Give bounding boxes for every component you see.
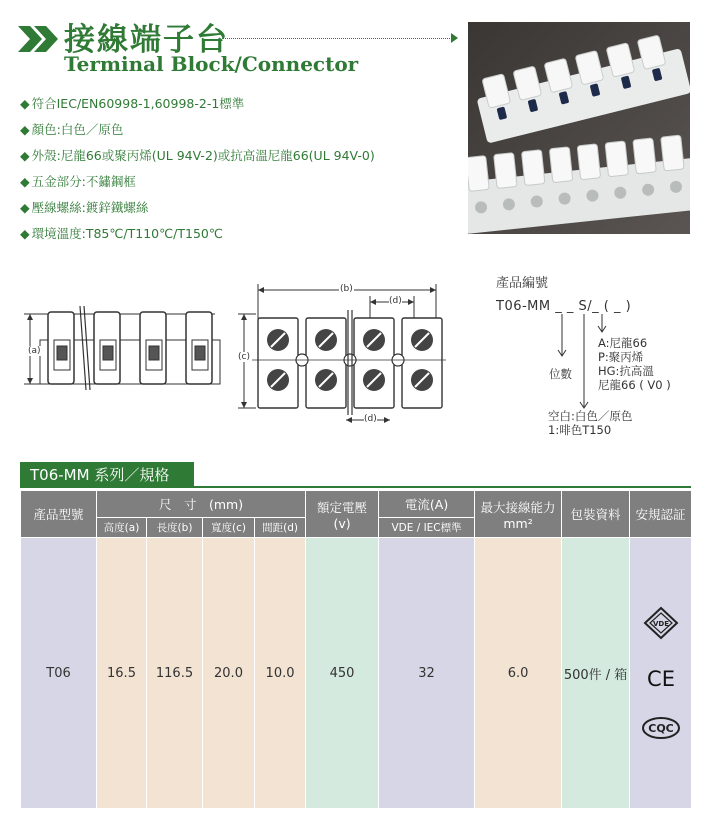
spec-item bbox=[20, 147, 375, 173]
table-row bbox=[21, 538, 692, 809]
spec-text: 顏色:白色／原色 bbox=[31, 122, 124, 137]
cell-cert bbox=[630, 538, 692, 809]
cell-pitch: 10.0 bbox=[255, 538, 306, 809]
svg-text:CQC: CQC bbox=[647, 722, 674, 735]
svg-text:CE: CE bbox=[646, 667, 675, 690]
header-model: 產品型號 bbox=[21, 491, 97, 538]
spec-list bbox=[20, 95, 375, 251]
cell-length: 116.5 bbox=[147, 538, 203, 809]
spec-text: 環境溫度:T85℃/T110℃/T150℃ bbox=[31, 226, 223, 241]
diamond-bullet-icon: ◆ bbox=[20, 226, 30, 241]
spec-text: 外殼:尼龍66或聚丙烯(UL 94V-2)或抗高溫尼龍66(UL 94V-0) bbox=[31, 148, 375, 163]
header-size: 尺 寸 (mm) bbox=[97, 491, 306, 518]
header-pitch: 間距(d) bbox=[255, 518, 306, 538]
cell-current: 32 bbox=[379, 538, 475, 809]
cell-height: 16.5 bbox=[97, 538, 147, 809]
spec-item bbox=[20, 95, 375, 121]
diamond-bullet-icon: ◆ bbox=[20, 200, 30, 215]
series-divider bbox=[20, 486, 691, 488]
spec-text: 符合IEC/EN60998-1,60998-2-1標準 bbox=[31, 96, 245, 111]
cell-capacity: 6.0 bbox=[475, 538, 562, 809]
dim-label-d-bottom: (d) bbox=[364, 414, 377, 424]
header-height: 高度(a) bbox=[97, 518, 147, 538]
vde-logo-icon bbox=[643, 606, 679, 640]
ce-logo-icon bbox=[643, 666, 679, 690]
header-voltage: 額定電壓 (v) bbox=[306, 491, 379, 538]
header-width: 寬度(c) bbox=[203, 518, 255, 538]
material-options: A:尼龍66 P:聚丙烯 HG:抗高溫 尼龍66 ( V0 ) bbox=[598, 336, 671, 392]
diamond-bullet-icon: ◆ bbox=[20, 148, 30, 163]
spec-text: 壓線螺絲:鍍鋅鐵螺絲 bbox=[31, 200, 149, 215]
dim-label-b: (b) bbox=[340, 284, 353, 294]
spec-table bbox=[20, 490, 692, 808]
cell-packing: 500件 / 箱 bbox=[562, 538, 630, 809]
product-photo bbox=[468, 22, 690, 234]
page-title: 接線端子台 bbox=[64, 22, 229, 58]
spec-text: 五金部分:不鏽鋼框 bbox=[31, 174, 136, 189]
header-cert: 安規認証 bbox=[630, 491, 692, 538]
cell-width: 20.0 bbox=[203, 538, 255, 809]
dimension-drawing bbox=[20, 280, 480, 440]
page-subtitle: Terminal Block/Connector bbox=[64, 52, 359, 76]
spec-item bbox=[20, 225, 375, 251]
product-code-title: 產品編號 bbox=[496, 276, 549, 291]
color-options: 空白:白色／原色 1:啡色T150 bbox=[548, 409, 633, 437]
header-current: 電流(A) bbox=[379, 491, 475, 518]
svg-text:VDE: VDE bbox=[652, 620, 669, 628]
spec-item bbox=[20, 121, 375, 147]
header-capacity: 最大接線能力 mm² bbox=[475, 491, 562, 538]
double-chevron-icon bbox=[16, 24, 60, 54]
arrow-right-icon bbox=[451, 33, 458, 43]
title-divider bbox=[222, 38, 450, 39]
product-code-model: T06-MM _ _ S/_ ( _ ) bbox=[496, 299, 632, 314]
positions-label: 位數 bbox=[549, 367, 572, 381]
dim-label-d-top: (d) bbox=[389, 296, 402, 306]
header-packing: 包裝資料 bbox=[562, 491, 630, 538]
diamond-bullet-icon: ◆ bbox=[20, 122, 30, 137]
series-title: T06-MM 系列／規格 bbox=[20, 462, 194, 488]
diamond-bullet-icon: ◆ bbox=[20, 96, 30, 111]
spec-item bbox=[20, 199, 375, 225]
dim-label-c: (c) bbox=[238, 352, 250, 362]
spec-item bbox=[20, 173, 375, 199]
top-view-drawing bbox=[238, 284, 446, 423]
cell-model: T06 bbox=[21, 538, 97, 809]
cell-voltage: 450 bbox=[306, 538, 379, 809]
side-view-drawing bbox=[24, 306, 220, 390]
dim-label-a: (a) bbox=[28, 346, 41, 356]
diamond-bullet-icon: ◆ bbox=[20, 174, 30, 189]
header-length: 長度(b) bbox=[147, 518, 203, 538]
cqc-logo-icon bbox=[641, 716, 681, 740]
header-current-std: VDE / IEC標準 bbox=[379, 518, 475, 538]
